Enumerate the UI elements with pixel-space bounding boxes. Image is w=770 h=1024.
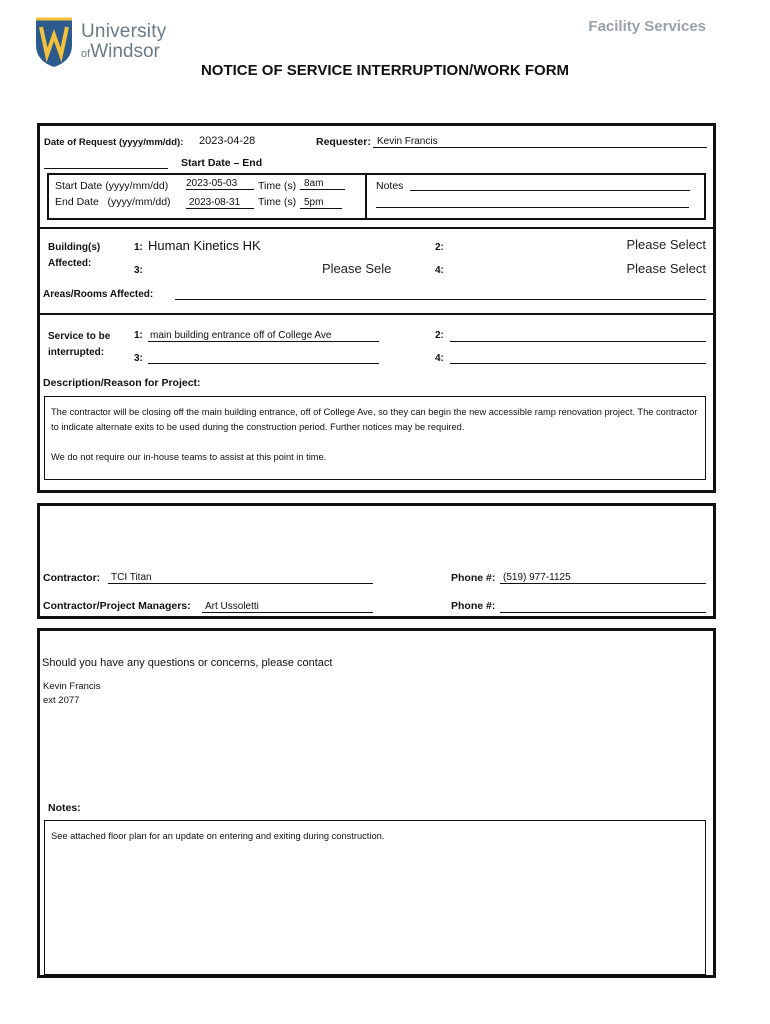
description-label: Description/Reason for Project: (43, 377, 201, 389)
contact-intro: Should you have any questions or concerns, please contact (42, 657, 333, 669)
building-1-select[interactable]: Human Kinetics HK (148, 238, 261, 253)
building-2-select[interactable]: Please Select (626, 237, 706, 252)
service-3-field[interactable] (148, 352, 379, 364)
section-divider (37, 313, 716, 315)
service-4-number: 4: (435, 353, 444, 364)
service-1-number: 1: (134, 330, 143, 341)
contact-ext: ext 2077 (43, 695, 80, 706)
service-1-value: main building entrance off of College Ave (150, 330, 332, 341)
blank-line (44, 157, 168, 169)
section-divider (37, 227, 716, 229)
areas-rooms-field[interactable] (175, 288, 706, 300)
requester-label: Requester: (316, 136, 371, 148)
department-name: Facility Services (588, 18, 706, 35)
logo-text-windsor-word: Windsor (90, 41, 160, 62)
start-date-value: 2023-05-03 (186, 178, 238, 189)
form-title: NOTICE OF SERVICE INTERRUPTION/WORK FORM (200, 62, 570, 79)
building-1-number: 1: (134, 242, 143, 253)
project-managers-value: Art Ussoletti (205, 601, 259, 612)
start-time-field[interactable] (300, 178, 345, 190)
start-date-field[interactable] (186, 178, 254, 190)
notes-field-line1[interactable] (410, 179, 690, 191)
description-paragraph-2: We do not require our in-house teams to assist at this point in time. (51, 452, 327, 462)
service-1-field[interactable] (148, 330, 379, 342)
phone-2-label: Phone #: (451, 600, 496, 612)
description-field[interactable] (44, 396, 706, 480)
buildings-label-line2: Affected: (48, 258, 92, 269)
notes-section-label: Notes: (48, 802, 81, 814)
logo-text-of: of (81, 48, 91, 60)
areas-rooms-label: Areas/Rooms Affected: (43, 289, 154, 300)
building-4-number: 4: (435, 265, 444, 276)
shield-logo-icon (33, 15, 75, 69)
service-3-number: 3: (134, 353, 143, 364)
phone-field[interactable] (500, 572, 706, 584)
service-2-number: 2: (435, 330, 444, 341)
building-4-select[interactable]: Please Select (626, 261, 706, 276)
building-2-number: 2: (435, 242, 444, 253)
end-date-field[interactable] (186, 197, 254, 209)
building-3-select[interactable] (318, 261, 393, 276)
contractor-field[interactable] (108, 572, 373, 584)
project-managers-field[interactable] (202, 601, 373, 613)
notes-label: Notes (376, 180, 404, 192)
notes-field[interactable] (44, 820, 706, 975)
phone-2-field[interactable] (500, 601, 706, 613)
end-time-field[interactable] (300, 197, 342, 209)
notes-text: See attached floor plan for an update on entering and exiting during construction. (51, 831, 385, 841)
start-date-label: Start Date (yyyy/mm/dd) (55, 180, 169, 192)
building-3-number: 3: (134, 265, 143, 276)
requester-value: Kevin Francis (377, 136, 438, 147)
start-time-label: Time (s) (258, 180, 297, 192)
requester-field[interactable] (373, 136, 707, 148)
end-date-label: End Date (yyyy/mm/dd) (55, 196, 171, 208)
date-of-request-value[interactable]: 2023-04-28 (199, 135, 256, 147)
logo-text-windsor (81, 41, 160, 63)
project-managers-label: Contractor/Project Managers: (43, 600, 191, 612)
start-end-divider (365, 173, 367, 220)
contact-name: Kevin Francis (43, 681, 101, 692)
description-paragraph-1: The contractor will be closing off the main building entrance, off of College Ave, so they can begin the new accessible ramp renovation project. The contractor to indicate alternate exits to be used during the construction period. Further notices may be required. (51, 407, 698, 432)
start-end-heading: Start Date – End (181, 157, 263, 169)
service-label-line2: interrupted: (48, 347, 105, 358)
start-time-value: 8am (304, 178, 324, 189)
buildings-label-line1: Building(s) (48, 242, 101, 253)
service-label-line1: Service to be (48, 331, 111, 342)
notes-field-line2[interactable] (376, 196, 689, 208)
phone-label: Phone #: (451, 572, 496, 584)
logo-text-university: University (81, 21, 167, 42)
contractor-value: TCI Titan (111, 572, 152, 583)
phone-value: (519) 977-1125 (503, 572, 571, 583)
building-3-select-value: Please Sele (322, 261, 392, 276)
contractor-label: Contractor: (43, 572, 101, 584)
service-4-field[interactable] (450, 352, 706, 364)
end-time-label: Time (s) (258, 196, 297, 208)
end-time-value: 5pm (304, 197, 324, 208)
service-2-field[interactable] (450, 330, 706, 342)
end-date-value: 2023-08-31 (189, 197, 241, 208)
date-of-request-label: Date of Request (yyyy/mm/dd): (44, 137, 184, 148)
